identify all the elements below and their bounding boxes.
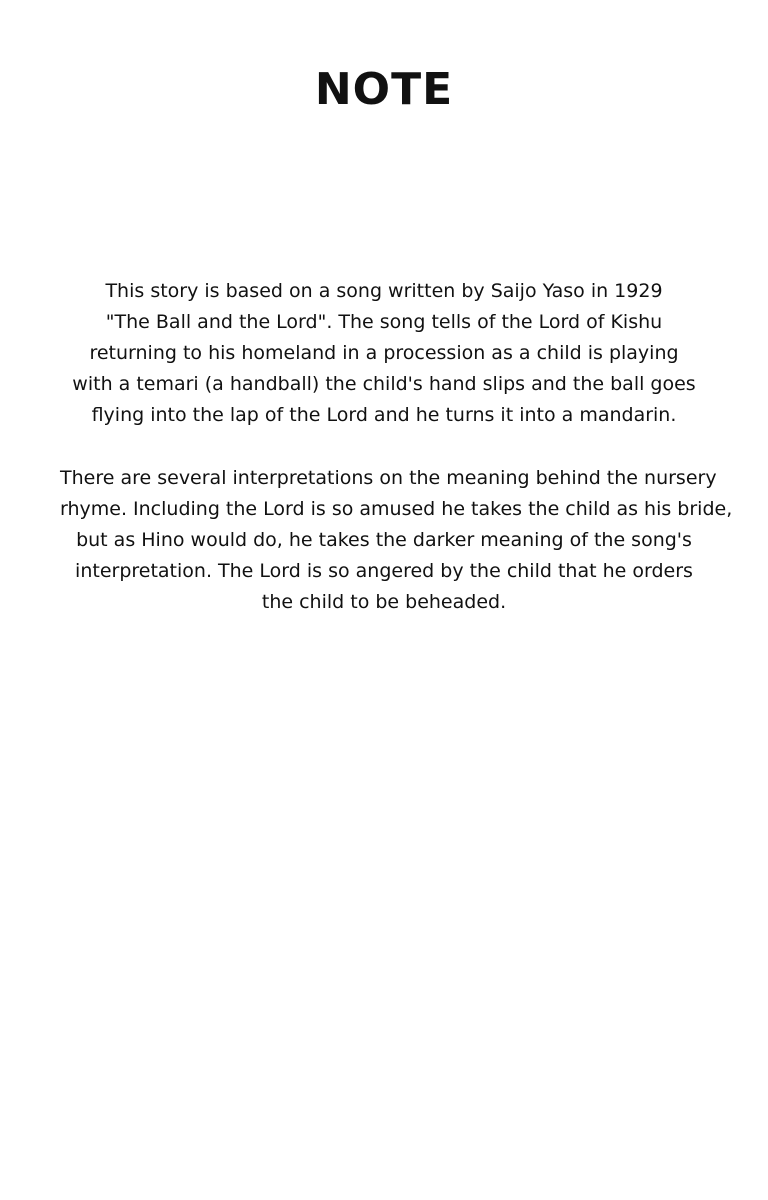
paragraph-song-origin — [60, 276, 708, 431]
text-line: This story is based on a song written by Saijo Yaso in 1929 — [105, 280, 663, 302]
text-line: rhyme. Including the Lord is so amused he takes the child as his bride, — [60, 498, 733, 520]
text-line: "The Ball and the Lord". The song tells of the Lord of Kishu — [105, 311, 663, 333]
text-line: interpretation. The Lord is so angered by the child that he orders — [75, 560, 693, 582]
text-line: but as Hino would do, he takes the darker meaning of the song's — [76, 529, 692, 551]
text-line: There are several interpretations on the meaning behind the nursery — [60, 467, 717, 489]
text-line: returning to his homeland in a procession as a child is playing — [89, 342, 679, 364]
paragraph-interpretations — [60, 463, 733, 618]
text-line: with a temari (a handball) the child's hand slips and the ball goes — [72, 373, 696, 395]
text-line: the child to be beheaded. — [261, 591, 507, 613]
text-line: flying into the lap of the Lord and he turns it into a mandarin. — [91, 404, 677, 426]
page-title: NOTE — [314, 64, 454, 115]
